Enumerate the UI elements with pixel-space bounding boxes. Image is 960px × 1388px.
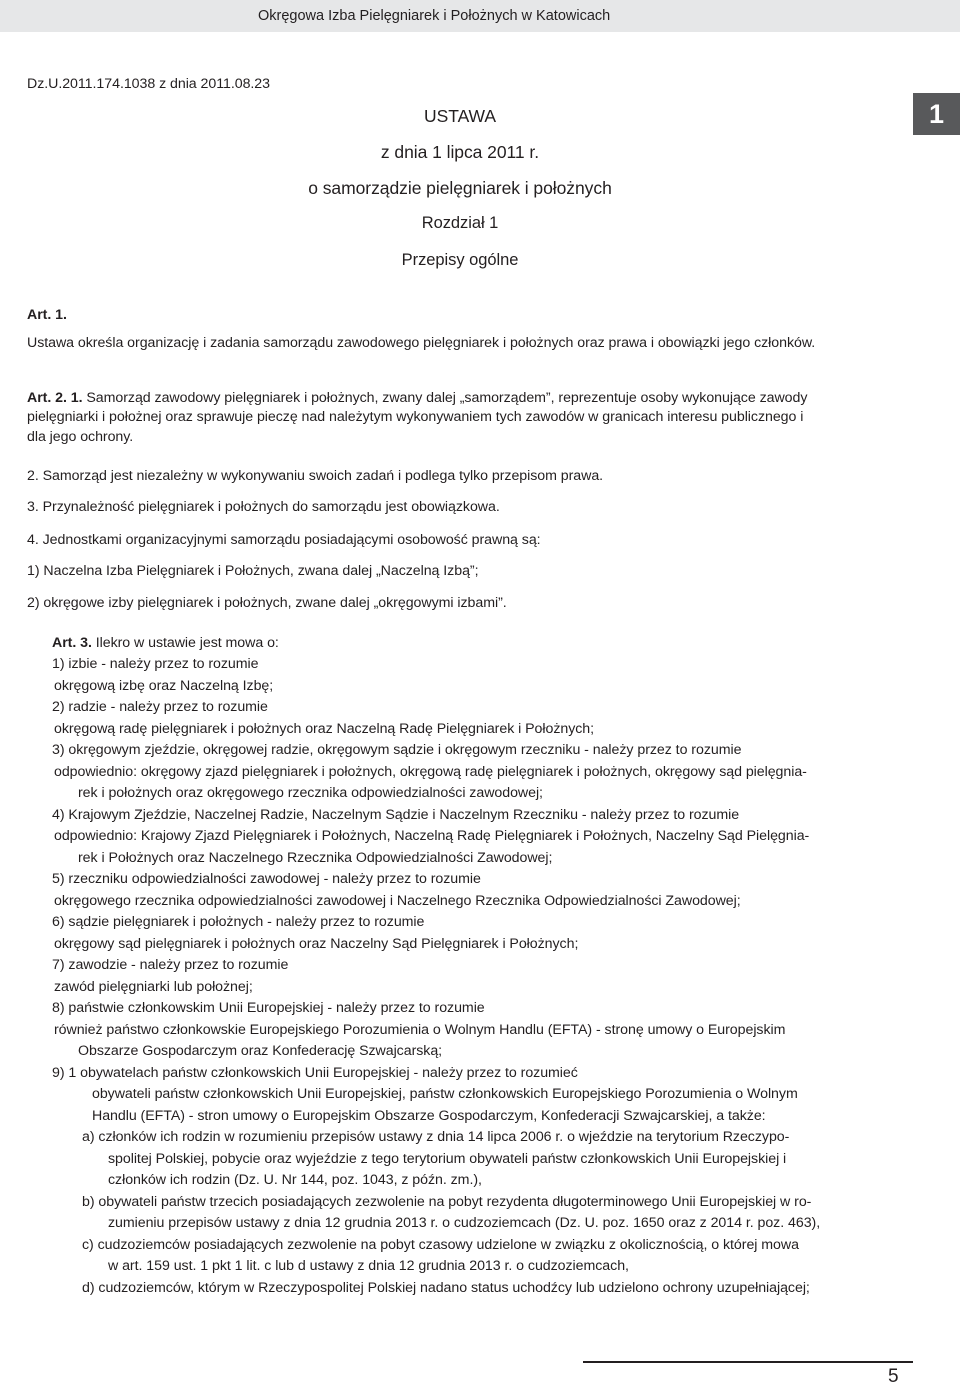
art3-line: odpowiednio: okręgowy zjazd pielęgniarek i położnych, okręgową radę pielęgniarek i położnych, okręgowy sąd pielęgnia- — [54, 764, 807, 780]
art3-line: rek i położnych oraz okręgowego rzecznika odpowiedzialności zawodowej; — [78, 785, 543, 801]
art3-line: 2) radzie - należy przez to rozumie — [52, 699, 268, 715]
header-bar — [0, 0, 960, 32]
art3-line: okręgowy sąd pielęgniarek i położnych oraz Naczelny Sąd Pielęgniarek i Położnych; — [54, 936, 579, 952]
art3-line: 1) izbie - należy przez to rozumie — [52, 656, 259, 672]
art3-line: okręgową izbę oraz Naczelną Izbę; — [54, 678, 274, 694]
art3-label: Art. 3. — [52, 635, 92, 651]
art3-line: a) członków ich rodzin w rozumieniu przepisów ustawy z dnia 14 lipca 2006 r. o wjeździe na terytorium Rzeczypo- — [82, 1129, 790, 1145]
art3-line: rek i Położnych oraz Naczelnego Rzecznika Odpowiedzialności Zawodowej; — [78, 850, 553, 866]
footer-divider — [583, 1361, 913, 1363]
art2-paragraph-3: 3. Przynależność pielęgniarek i położnych do samorządu jest obowiązkowa. — [27, 499, 500, 515]
art3-line: spolitej Polskiej, pobycie oraz wyjeździe z tego terytorium obywateli państw członkowskich Unii Europejskiej i — [108, 1151, 787, 1167]
art2-p1-line3: dla jego ochrony. — [27, 429, 134, 445]
chapter-heading: Rozdział 1 — [421, 214, 499, 232]
art3-line: zawód pielęgniarki lub położnej; — [54, 979, 253, 995]
art3-heading — [52, 634, 279, 652]
art2-paragraph-2: 2. Samorząd jest niezależny w wykonywaniu swoich zadań i podlega tylko przepisom prawa. — [27, 468, 604, 484]
art3-line: 9) 1 obywatelach państw członkowskich Unii Europejskiej - należy przez to rozumieć — [52, 1065, 578, 1081]
art3-line: d) cudzoziemców, którym w Rzeczypospolitej Polskiej nadano status uchodźcy lub udzielono ochrony uzupełniającej; — [82, 1280, 810, 1296]
header-title: Okręgowa Izba Pielęgniarek i Położnych w Katowicach — [258, 8, 611, 24]
art3-line: okręgowego rzecznika odpowiedzialności zawodowej i Naczelnego Rzecznika Odpowiedzialności Zawodowej; — [54, 893, 741, 909]
art3-line: b) obywateli państw trzecich posiadających zezwolenie na pobyt rezydenta długoterminowego Unii Europejskiej w ro- — [82, 1194, 812, 1210]
art3-intro: Ilekro w ustawie jest mowa o: — [91, 635, 279, 651]
art1-text: Ustawa określa organizację i zadania samorządu zawodowego pielęgniarek i położnych oraz prawa i obowiązki jego członków. — [27, 335, 816, 351]
art3-line: 5) rzeczniku odpowiedzialności zawodowej - należy przez to rozumie — [52, 871, 481, 887]
art2-p4-item-2: 2) okręgowe izby pielęgniarek i położnych, zwane dalej „okręgowymi izbami”. — [27, 595, 507, 611]
art2-paragraph-1 — [27, 389, 807, 407]
doc-title: USTAWA — [424, 106, 496, 126]
page-number: 5 — [888, 1366, 899, 1387]
art3-line: 4) Krajowym Zjeździe, Naczelnej Radzie, Naczelnym Sądzie i Naczelnym Rzeczniku - należy przez to rozumie — [52, 807, 740, 823]
art2-p1-line1: Samorząd zawodowy pielęgniarek i położnych, zwany dalej „samorządem”, reprezentuje osoby wykonujące zawody — [86, 390, 808, 406]
chapter-title: Przepisy ogólne — [401, 251, 519, 269]
art3-line: 8) państwie członkowskim Unii Europejskiej - należy przez to rozumie — [52, 1000, 485, 1016]
art3-line: członków ich rodzin (Dz. U. Nr 144, poz. 1043, z późn. zm.), — [108, 1172, 482, 1188]
art3-line: 3) okręgowym zjeździe, okręgowej radzie, okręgowym sądzie i okręgowym rzeczniku - należy przez to rozumie — [52, 742, 742, 758]
art3-line: zumieniu przepisów ustawy z dnia 12 grudnia 2013 r. o cudzoziemcach (Dz. U. poz. 1650 oraz z 2014 r. poz. 463), — [108, 1215, 821, 1231]
art3-line: 6) sądzie pielęgniarek i położnych - należy przez to rozumie — [52, 914, 425, 930]
art1-label: Art. 1. — [27, 307, 67, 323]
art2-p4-item-1: 1) Naczelna Izba Pielęgniarek i Położnych, zwana dalej „Naczelną Izbą”; — [27, 563, 479, 579]
art3-line: obywateli państw członkowskich Unii Europejskiej, państw członkowskich Europejskiego Porozumienia o Wolnym — [92, 1086, 798, 1102]
doc-subject: o samorządzie pielęgniarek i położnych — [308, 178, 612, 198]
doc-date: z dnia 1 lipca 2011 r. — [380, 142, 540, 162]
art2-paragraph-4: 4. Jednostkami organizacyjnymi samorządu posiadającymi osobowość prawną są: — [27, 532, 541, 548]
art3-line: c) cudzoziemców posiadających zezwolenie na pobyt czasowy udzielone w związku z okolicznością, o której mowa — [82, 1237, 799, 1253]
art3-line: Obszarze Gospodarczym oraz Konfederację Szwajcarską; — [78, 1043, 443, 1059]
art3-line: okręgową radę pielęgniarek i położnych oraz Naczelną Radę Pielęgniarek i Położnych; — [54, 721, 595, 737]
art3-line: w art. 159 ust. 1 pkt 1 lit. c lub d ustawy z dnia 12 grudnia 2013 r. o cudzoziemcach, — [108, 1258, 629, 1274]
art3-line: odpowiednio: Krajowy Zjazd Pielęgniarek i Położnych, Naczelną Radę Pielęgniarek i Położnych, Naczelny Sąd Pielęgnia- — [54, 828, 810, 844]
art3-line: 7) zawodzie - należy przez to rozumie — [52, 957, 289, 973]
art3-line: Handlu (EFTA) - stron umowy o Europejskim Obszarze Gospodarczym, Konfederacji Szwajcarskiej, a także: — [92, 1108, 766, 1124]
art3-line: również państwo członkowskie Europejskiego Porozumienia o Wolnym Handlu (EFTA) - stronę umowy o Europejskim — [54, 1022, 786, 1038]
art2-p1-line2: pielęgniarki i położnej oraz sprawuje pieczę nad należytym wykonywaniem tych zawodów w granicach interesu publicznego i — [27, 409, 804, 425]
chapter-tab: 1 — [913, 93, 960, 135]
doc-reference: Dz.U.2011.174.1038 z dnia 2011.08.23 — [27, 76, 270, 92]
art2-label: Art. 2. 1. — [27, 390, 83, 406]
